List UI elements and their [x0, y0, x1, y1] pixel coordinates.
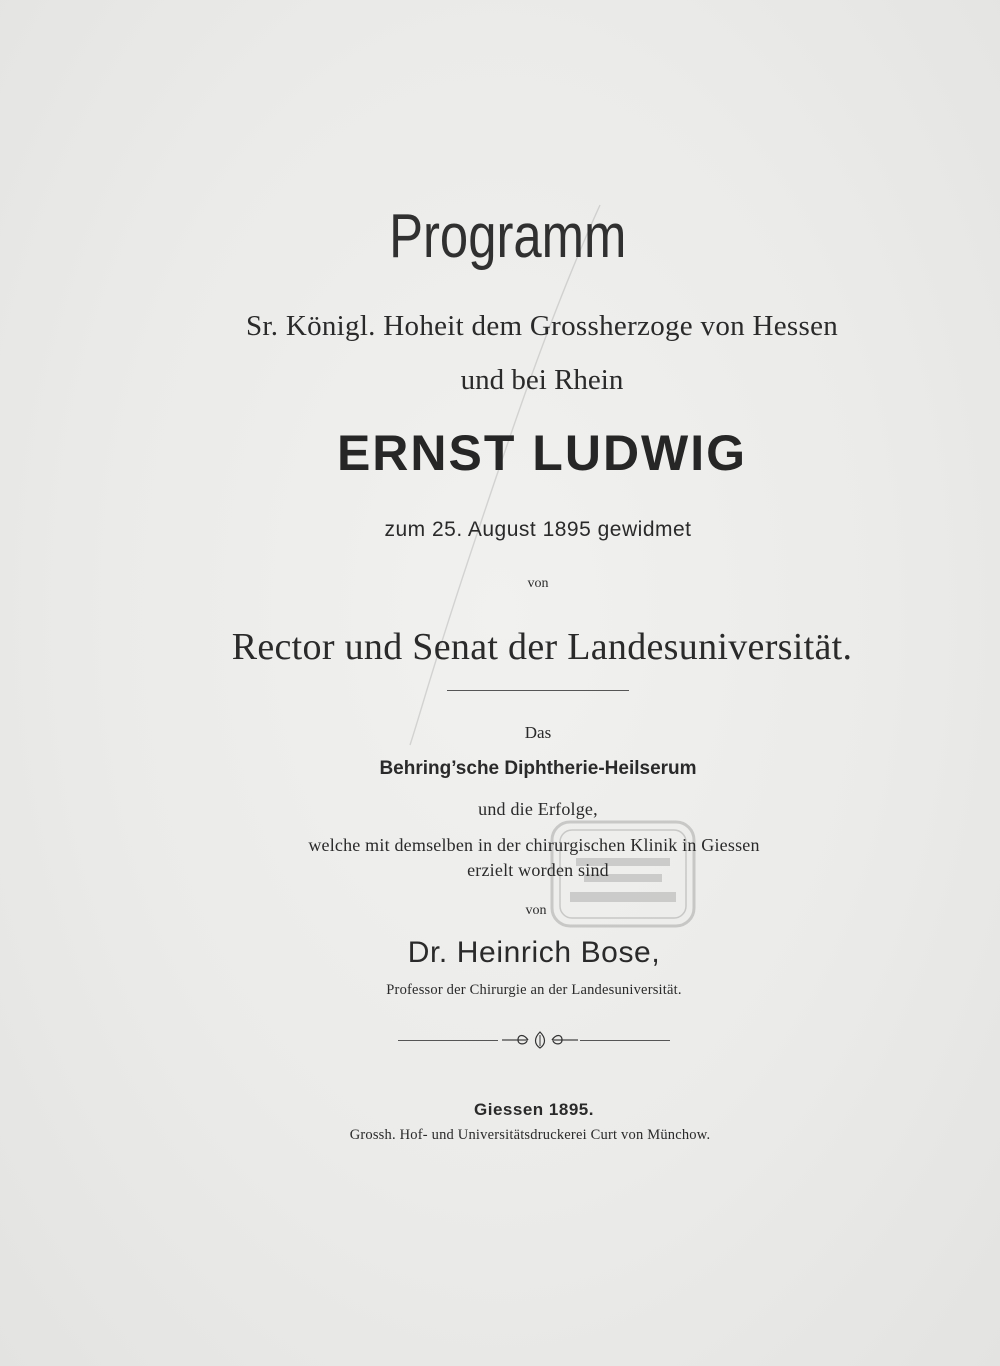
ornament-rule-left	[398, 1040, 498, 1041]
von-label-2: von	[525, 903, 547, 918]
treatise-line-5: erzielt worden sind	[467, 860, 609, 880]
ornament-rule-right	[580, 1040, 670, 1041]
issuing-body: Rector und Senat der Landesuniversität.	[231, 626, 853, 668]
von-label-1: von	[527, 576, 549, 591]
imprint-place-year: Giessen 1895.	[474, 1100, 594, 1119]
divider-rule	[447, 690, 629, 691]
dedication-date: zum 25. August 1895 gewidmet	[384, 518, 692, 541]
treatise-line-4: welche mit demselben in der chirurgischen Klinik in Giessen	[308, 835, 760, 855]
treatise-das: Das	[524, 723, 552, 742]
ornament-icon	[500, 1030, 580, 1050]
dedication-line-2: und bei Rhein	[460, 364, 624, 396]
dedication-line-1: Sr. Königl. Hoheit dem Grossherzoge von Hessen	[245, 310, 839, 342]
dedicatee-name: ERNST LUDWIG	[336, 425, 748, 481]
treatise-line-3: und die Erfolge,	[478, 799, 598, 819]
treatise-subject: Behring’sche Diphtherie-Heilserum	[379, 758, 697, 779]
author-name: Dr. Heinrich Bose,	[407, 936, 661, 969]
author-title: Professor der Chirurgie an der Landesuniversität.	[386, 982, 682, 998]
imprint-printer: Grossh. Hof- und Universitätsdruckerei Curt von Münchow.	[349, 1127, 711, 1143]
page-title: Programm	[389, 202, 627, 271]
